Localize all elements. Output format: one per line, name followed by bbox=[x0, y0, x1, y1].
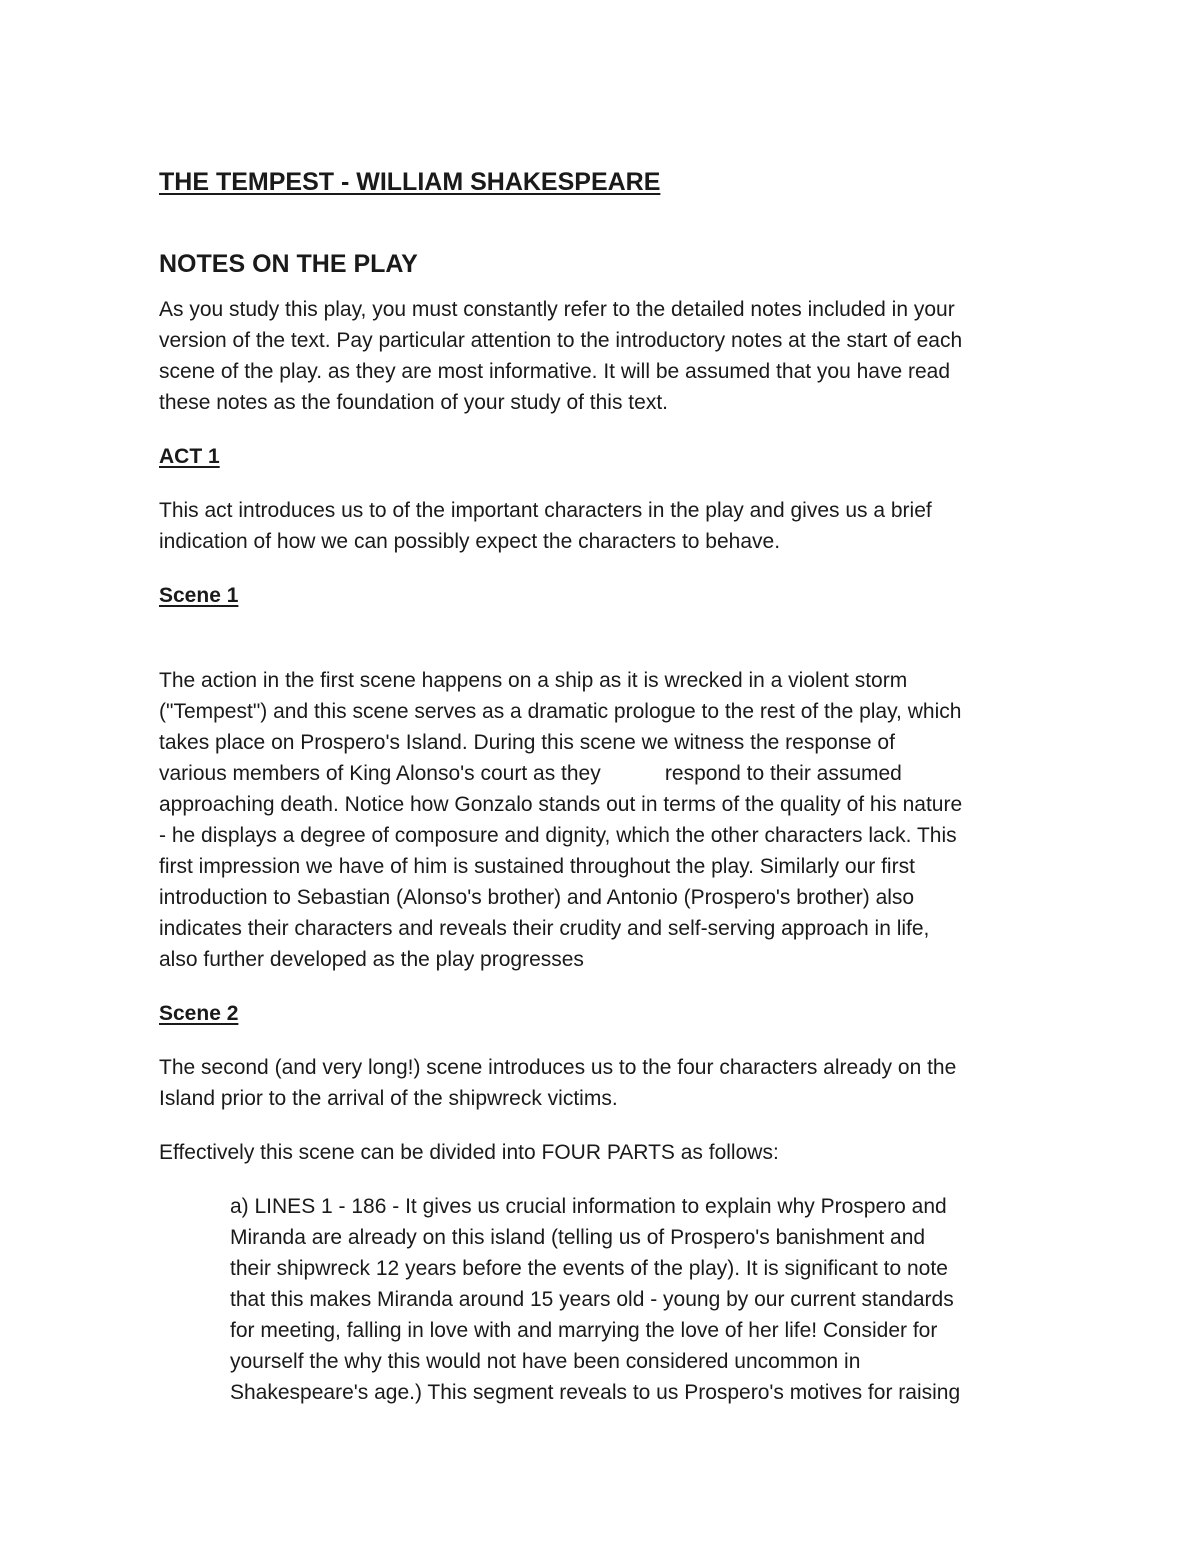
part-a-line: yourself the why this would not have been considered uncommon in bbox=[230, 1350, 861, 1373]
part-a-line: their shipwreck 12 years before the events of the play). It is significant to note bbox=[230, 1257, 948, 1280]
part-a-line: a) LINES 1 - 186 - It gives us crucial information to explain why Prospero and bbox=[230, 1195, 947, 1218]
scene1-line: The action in the first scene happens on a ship as it is wrecked in a violent storm bbox=[159, 669, 908, 692]
scene2-heading: Scene 2 bbox=[159, 1002, 239, 1025]
scene1-line: various members of King Alonso's court as they respond to their assumed bbox=[159, 762, 902, 785]
intro-line: these notes as the foundation of your study of this text. bbox=[159, 391, 668, 414]
document-subtitle: NOTES ON THE PLAY bbox=[159, 250, 418, 278]
intro-line: As you study this play, you must constantly refer to the detailed notes included in your bbox=[159, 298, 955, 321]
document-title: THE TEMPEST - WILLIAM SHAKESPEARE bbox=[159, 168, 661, 196]
scene1-line: - he displays a degree of composure and dignity, which the other characters lack. This bbox=[159, 824, 957, 847]
parts-intro-line: Effectively this scene can be divided into FOUR PARTS as follows: bbox=[159, 1141, 779, 1164]
scene1-heading: Scene 1 bbox=[159, 584, 239, 607]
scene1-line: also further developed as the play progresses bbox=[159, 948, 584, 971]
intro-line: version of the text. Pay particular attention to the introductory notes at the start of each bbox=[159, 329, 963, 352]
act1-intro-line: indication of how we can possibly expect the characters to behave. bbox=[159, 530, 781, 553]
scene1-line: first impression we have of him is sustained throughout the play. Similarly our first bbox=[159, 855, 915, 878]
part-a-line: that this makes Miranda around 15 years old - young by our current standards bbox=[230, 1288, 954, 1311]
part-a-line: Miranda are already on this island (telling us of Prospero's banishment and bbox=[230, 1226, 926, 1249]
scene1-line: introduction to Sebastian (Alonso's brother) and Antonio (Prospero's brother) also bbox=[159, 886, 915, 909]
scene1-line: takes place on Prospero's Island. During this scene we witness the response of bbox=[159, 731, 895, 754]
act1-heading: ACT 1 bbox=[159, 445, 220, 468]
act1-intro-paragraph bbox=[159, 495, 1069, 557]
document-page bbox=[159, 160, 1069, 1408]
part-a-line: Shakespeare's age.) This segment reveals to us Prospero's motives for raising bbox=[230, 1381, 961, 1404]
scene1-line: indicates their characters and reveals their crudity and self-serving approach in life, bbox=[159, 917, 930, 940]
part-a-line: for meeting, falling in love with and marrying the love of her life! Consider for bbox=[230, 1319, 938, 1342]
scene1-line: approaching death. Notice how Gonzalo stands out in terms of the quality of his nature bbox=[159, 793, 963, 816]
scene2-line: The second (and very long!) scene introduces us to the four characters already on the bbox=[159, 1056, 957, 1079]
scene1-line: ("Tempest") and this scene serves as a dramatic prologue to the rest of the play, which bbox=[159, 700, 962, 723]
intro-line: scene of the play. as they are most informative. It will be assumed that you have read bbox=[159, 360, 951, 383]
parts-intro-paragraph bbox=[159, 1137, 1069, 1168]
scene2-paragraph bbox=[159, 1052, 1069, 1114]
scene2-line: Island prior to the arrival of the shipwreck victims. bbox=[159, 1087, 618, 1110]
part-a-paragraph bbox=[230, 1191, 1069, 1408]
intro-paragraph bbox=[159, 294, 1069, 418]
act1-intro-line: This act introduces us to of the important characters in the play and gives us a brief bbox=[159, 499, 932, 522]
scene1-paragraph bbox=[159, 634, 1069, 975]
